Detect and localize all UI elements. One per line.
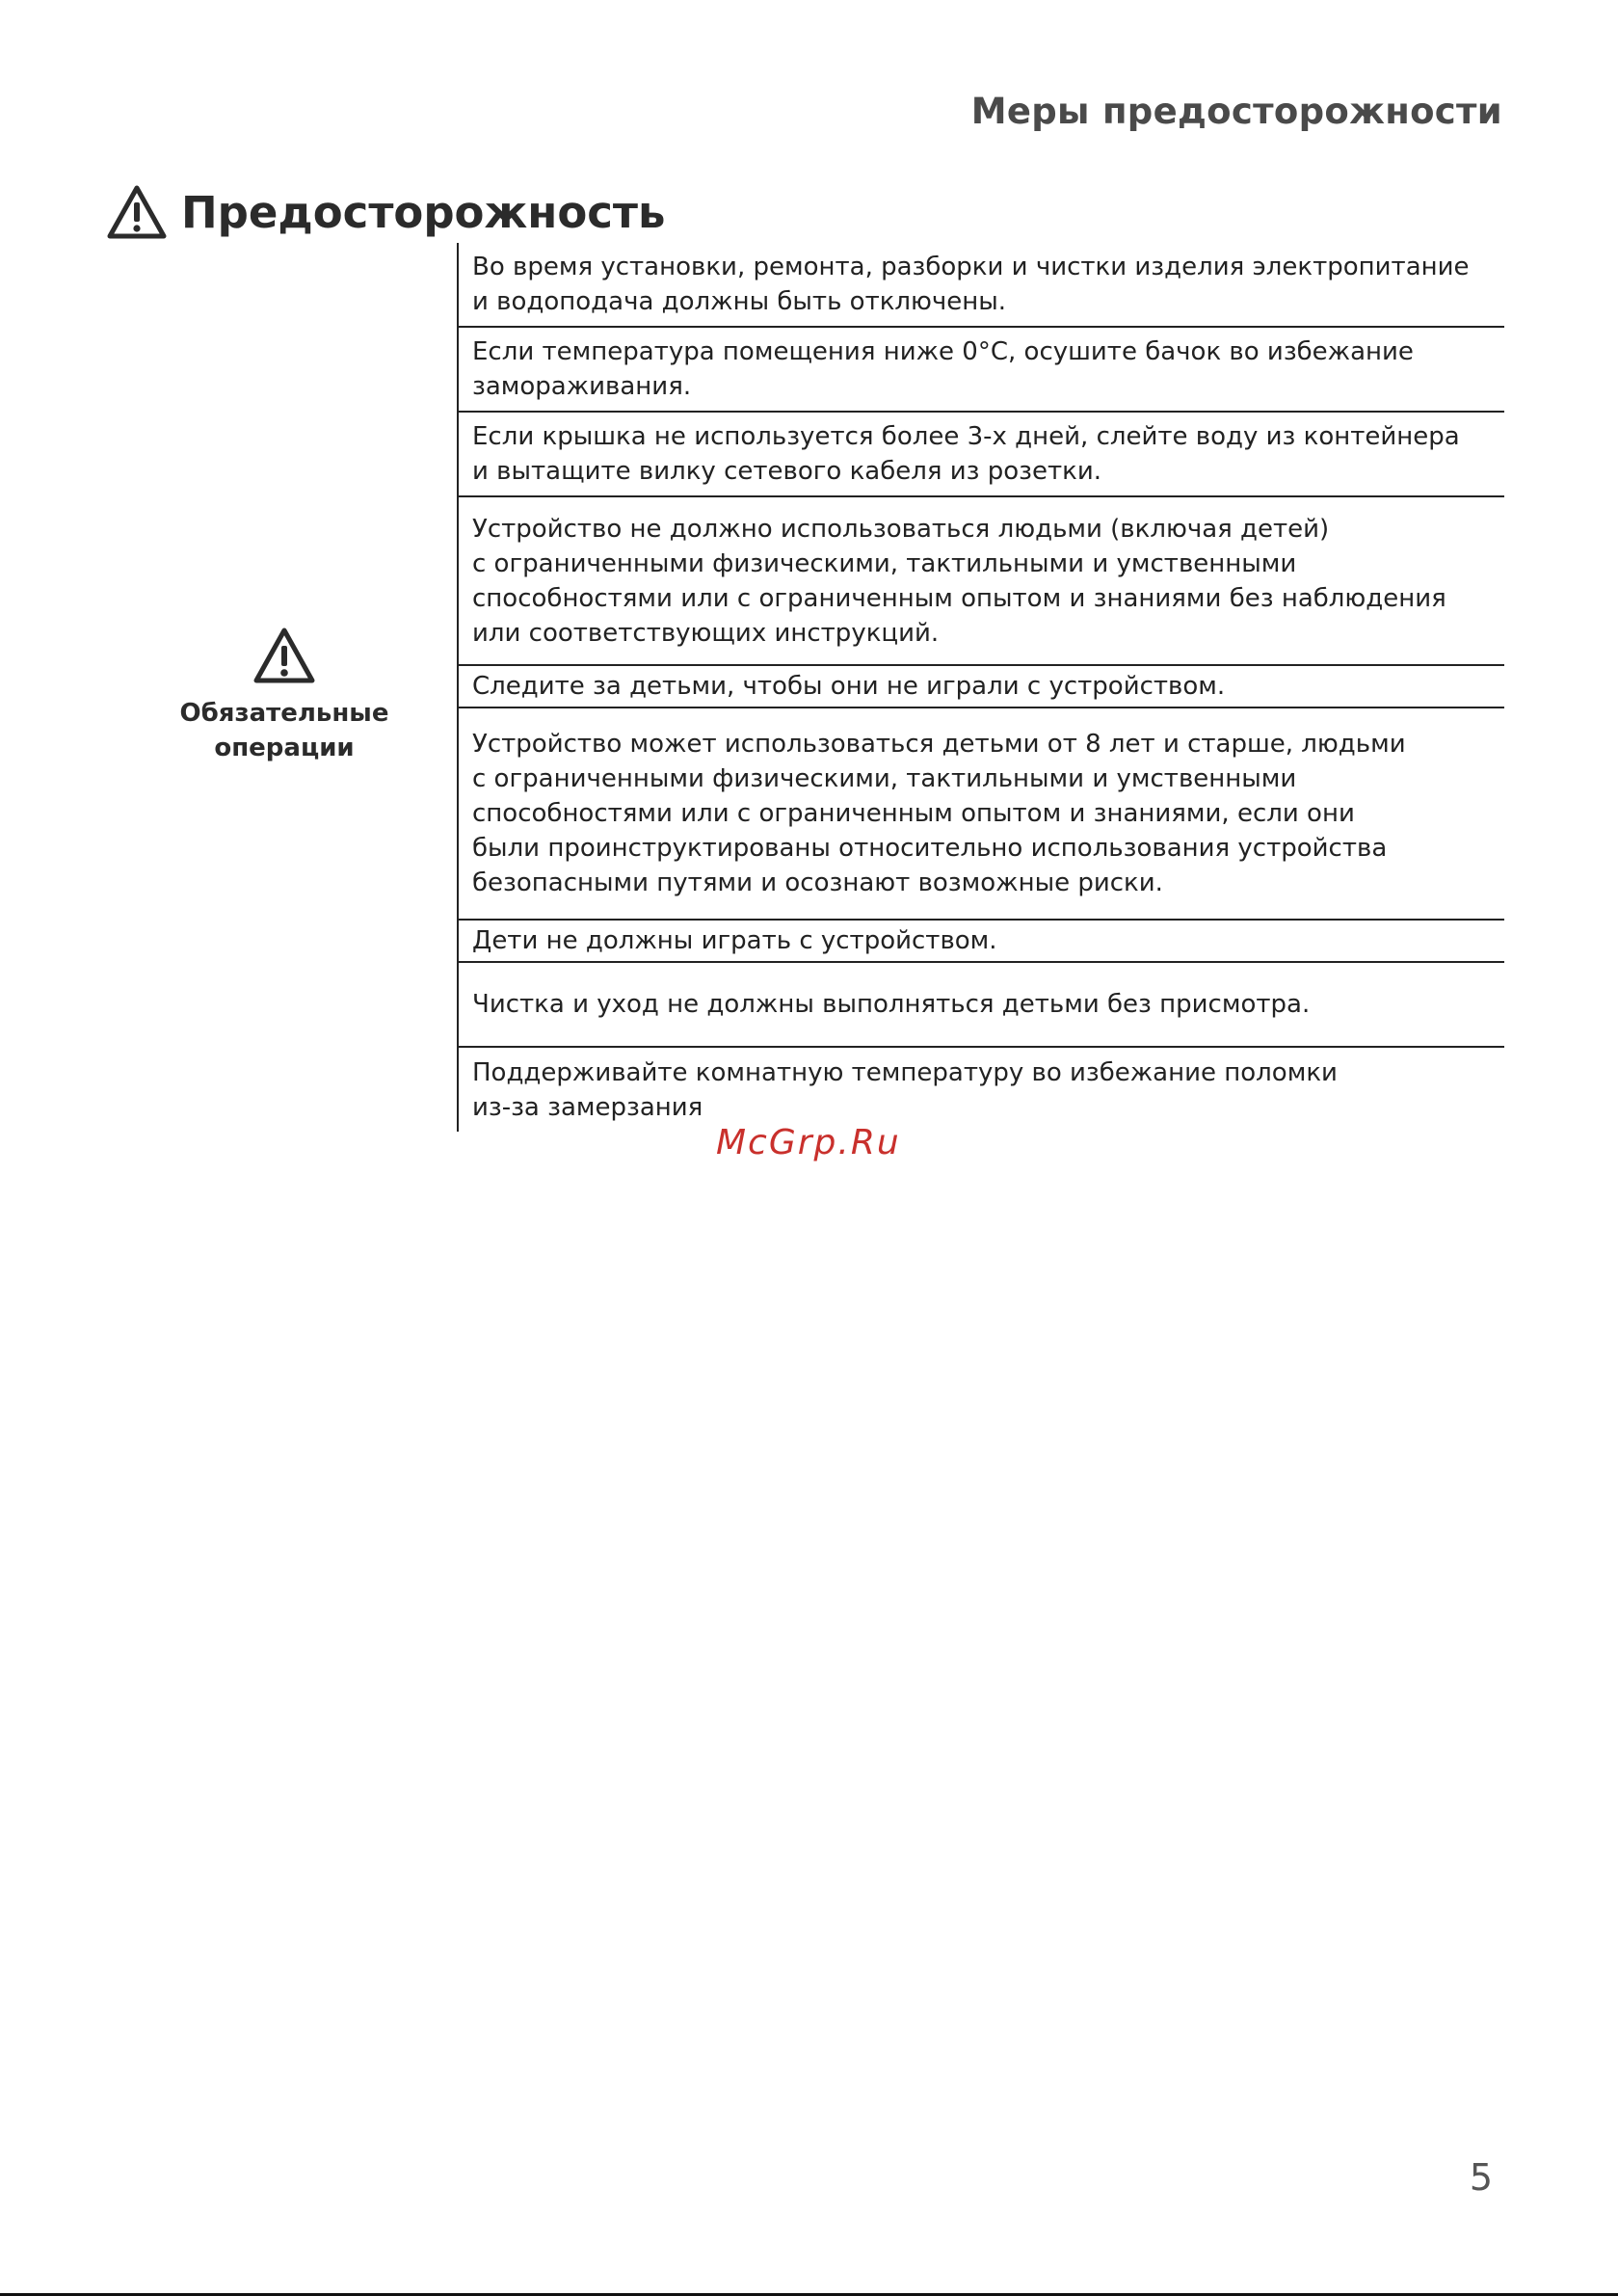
page-header-title: Меры предосторожности [970,91,1502,132]
rule-row: Устройство не должно использоваться людьми (включая детей) с ограниченными физическими, тактильными и умственными способностями или с ограниченным опытом и знаниями без наблюдения или соответствующих инструкций. [459,497,1504,666]
category-label-block [154,627,414,765]
rule-row: Дети не должны играть с устройством. [459,921,1504,963]
rules-table [457,243,1504,1132]
page-number: 5 [1469,2156,1493,2199]
watermark-text: McGrp.Ru [716,1123,901,1162]
rule-row: Чистка и уход не должны выполняться детьми без присмотра. [459,963,1504,1048]
rule-row: Во время установки, ремонта, разборки и чистки изделия электропитание и водоподача должны быть отключены. [459,243,1504,328]
rule-row: Устройство может использоваться детьми от 8 лет и старше, людьми с ограниченными физическими, тактильными и умственными способностями или с ограниченным опытом и знаниями, если они были проинструктированы относительно использования устройства безопасными путями и осознают возможные риски. [459,708,1504,921]
rule-row: Следите за детьми, чтобы они не играли с устройством. [459,666,1504,708]
section-heading-text: Предосторожность [181,186,666,238]
rule-row: Если температура помещения ниже 0°C, осушите бачок во избежание замораживания. [459,328,1504,413]
warning-triangle-icon [106,184,168,240]
section-heading [106,178,665,246]
warning-triangle-icon [252,627,316,684]
category-label: Обязательные операции [179,699,389,762]
rule-row: Если крышка не используется более 3-х дней, слейте воду из контейнера и вытащите вилку сетевого кабеля из розетки. [459,413,1504,497]
rule-row: Поддерживайте комнатную температуру во избежание поломки из-за замерзания [472,1057,1338,1122]
